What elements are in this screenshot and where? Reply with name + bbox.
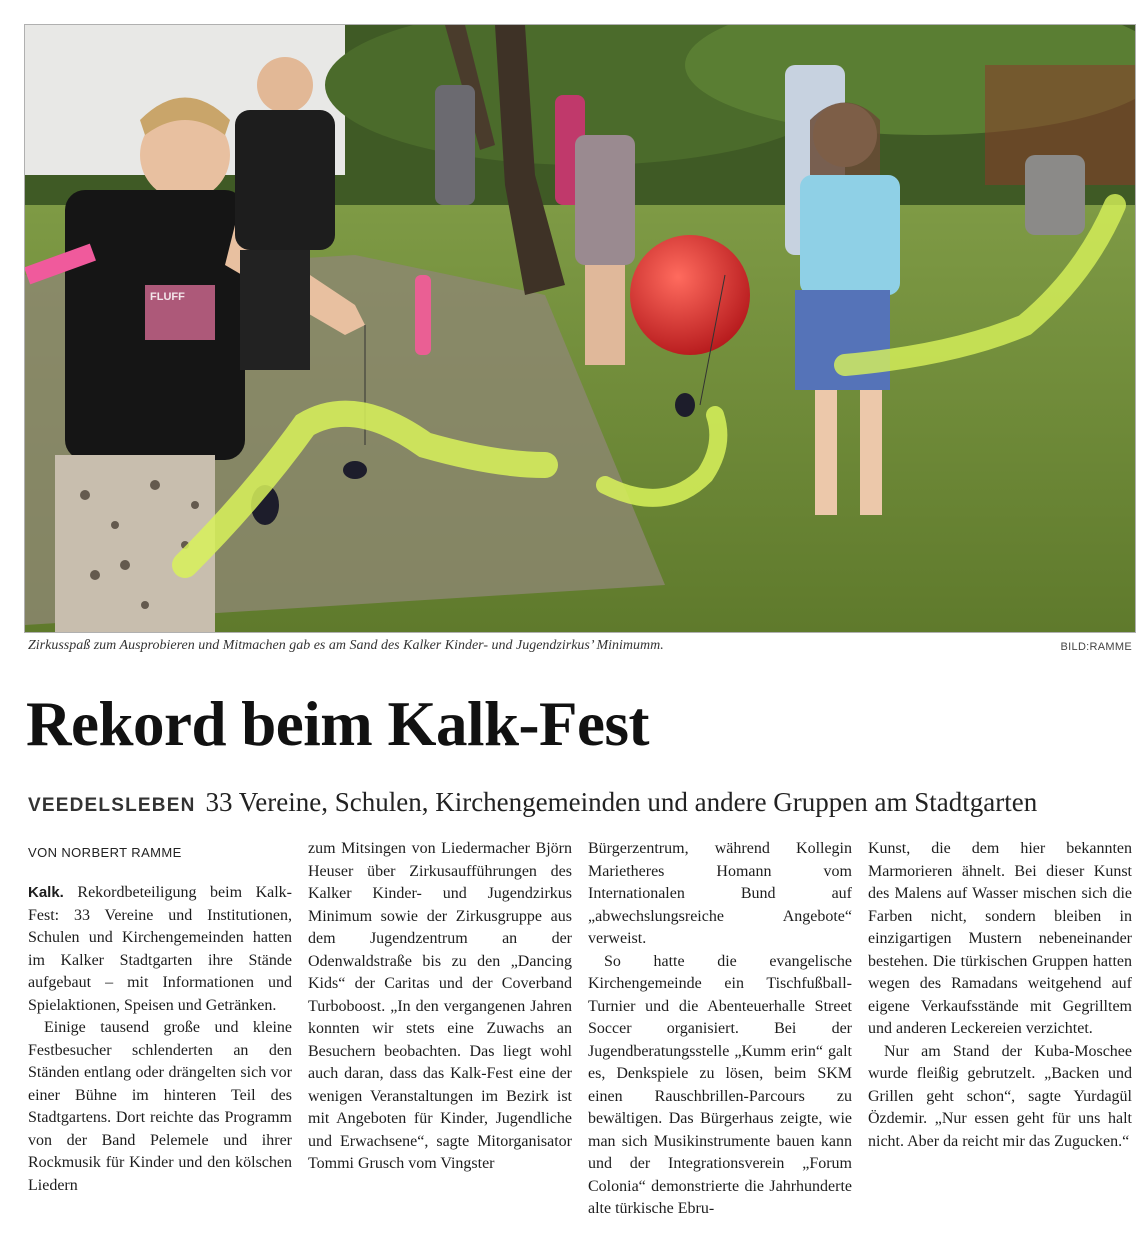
article-column-2	[308, 838, 572, 1176]
shirt-print: FLUFF	[150, 291, 185, 303]
subheadline-text: 33 Vereine, Schulen, Kirchengemeinden und andere Gruppen am Stadtgarten	[205, 787, 1038, 817]
article-subheadline	[28, 787, 1037, 818]
byline: VON NORBERT RAMME	[28, 845, 182, 860]
paragraph: Nur am Stand der Kuba-Moschee wurde fleißig gebrutzelt. „Backen und Grillen geht schon“, sagte Yurdagül Özdemir. „Nur essen geht für uns halt nicht. Aber da reicht mir das Zugucken.“	[868, 1042, 1132, 1150]
paragraph: Bürgerzentrum, während Kollegin Marietheres Homann vom Internationalen Bund auf „abwechslungsreiche Angebote“ verweist.	[588, 840, 852, 947]
paragraph: Kunst, die dem hier bekannten Marmorieren ähnelt. Bei dieser Kunst des Malens auf Wasser mischen sich die Farben nicht, sondern bleiben in einzigartigen Mustern nebeneinander bestehen. Die türkischen Gruppen hatten wegen des Ramadans weitgehend auf eigene Verkaufsstände mit Gegrilltem und anderen Leckereien verzichtet.	[868, 840, 1132, 1037]
photo-credit: BILD:RAMME	[1060, 641, 1132, 653]
photo-caption: Zirkusspaß zum Ausprobieren und Mitmachen gab es am Sand des Kalker Kinder- und Jugendzirkus’ Minimumm.	[28, 638, 664, 653]
paragraph: zum Mitsingen von Liedermacher Björn Heuser über Zirkusaufführungen des Kalker Kinder- und Jugendzirkus Minimum sowie der Zirkusgruppe aus dem Jugendzentrum an der Odenwaldstraße bis zu den „Dancing Kids“ der Caritas und der Coverband Turboboost. „In den vergangenen Jahren konnten wir stets eine Zuwachs an Besuchern beobachten. Das liegt wohl auch daran, dass das Kalk-Fest eine der wenigen Veranstaltungen im Bezirk ist mit Angeboten für Kinder, Jugendliche und Erwachsene“, sagte Mitorganisator Tommi Grusch vom Vingster	[308, 840, 572, 1172]
paragraph: Einige tausend große und kleine Festbesucher schlenderten an den Ständen entlang oder drängelten sich vor einer Bühne im hinteren Teil des Stadtgartens. Dort reichte das Programm von der Band Pelemele und ihrer Rockmusik für Kinder und den kölschen Liedern	[28, 1019, 292, 1194]
article-headline: Rekord beim Kalk-Fest	[26, 689, 649, 759]
article-column-3	[588, 838, 852, 1221]
paragraph: So hatte die evangelische Kirchengemeinde ein Tischfußball-Turnier und die Abenteuerhalle Street Soccer organisiert. Bei der Jugendberatungsstelle „Kumm erin“ galt es, Denkspiele zu lösen, beim SKM einen Rauschbrillen-Parcours zu bewältigen. Das Bürgerhaus zeigte, wie man sich Musikinstrumente bauen kann und der Integrationsverein „Forum Colonia“ demonstrierte die Jahrhunderte alte türkische Ebru-	[588, 952, 852, 1217]
dateline: Kalk.	[28, 884, 64, 901]
article-column-1	[28, 882, 292, 1197]
paragraph	[28, 882, 292, 1017]
article-column-4	[868, 838, 1132, 1153]
paragraph-text: Rekordbeteiligung beim Kalk-Fest: 33 Vereine und Institutionen, Schulen und Kirchengemeinden hatten im Kalker Stadtgarten ihre Stände aufgebaut – mit Informationen und Spielaktionen, Speisen und Getränken.	[28, 884, 292, 1014]
section-kicker: VEEDELSLEBEN	[28, 795, 196, 816]
article-photo	[24, 24, 1136, 633]
